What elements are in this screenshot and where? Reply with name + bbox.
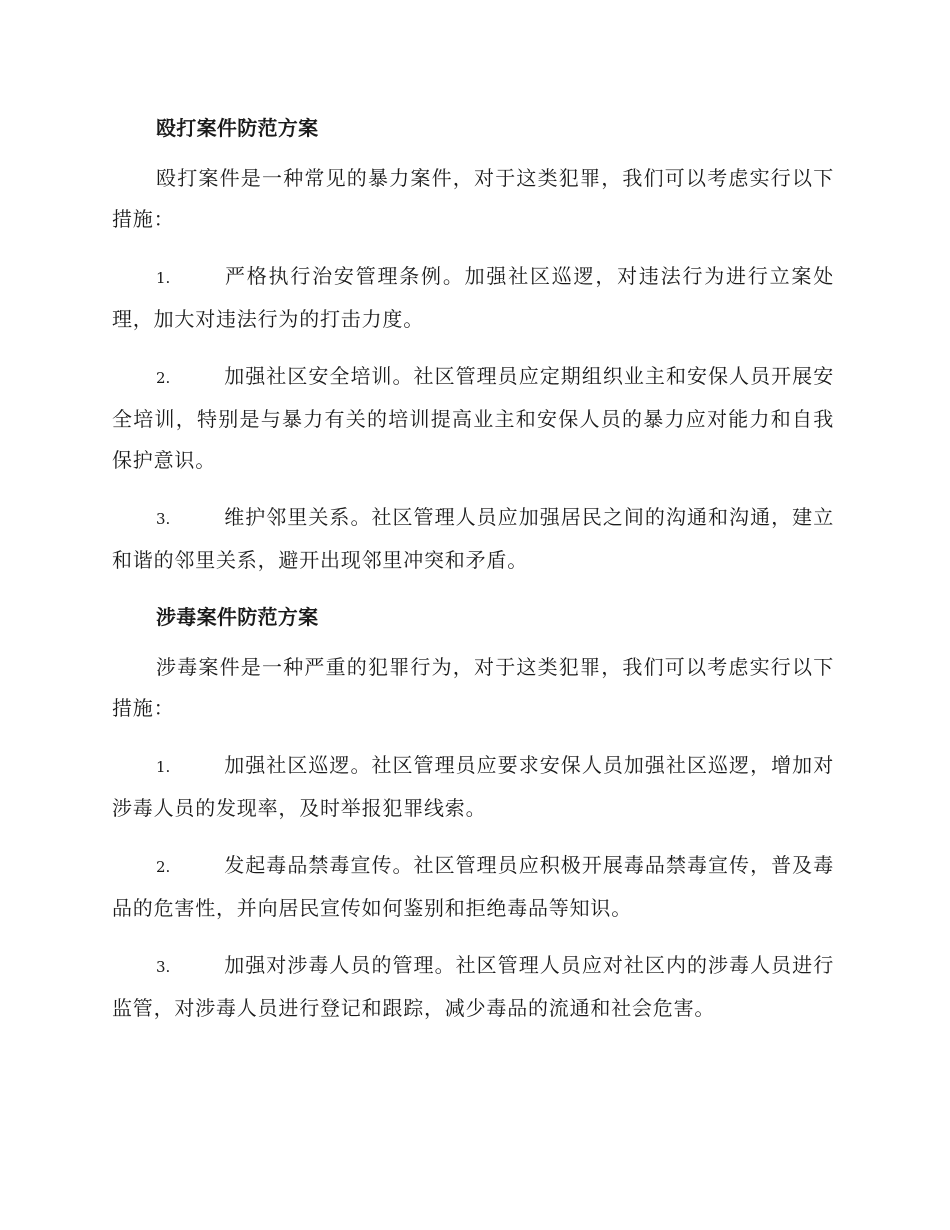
- list-item: [112, 497, 834, 581]
- list-item: [112, 845, 834, 929]
- list-item-number: 3.: [156, 958, 171, 976]
- list-item: [112, 356, 834, 481]
- list-item-number: 2.: [156, 369, 171, 387]
- list-item-text: 加强社区安全培训。社区管理员应定期组织业主和安保人员开展安全培训，特别是与暴力有关的培训提高业主和安保人员的暴力应对能力和自我保护意识。: [112, 364, 834, 472]
- list-item-number: 1.: [156, 758, 171, 776]
- section-intro: 殴打案件是一种常见的暴力案件，对于这类犯罪，我们可以考虑实行以下措施：: [112, 166, 834, 231]
- section-title: 涉毒案件防范方案: [156, 605, 319, 629]
- list-item: [112, 256, 834, 340]
- section-title: 殴打案件防范方案: [156, 116, 319, 140]
- list-item: [112, 945, 834, 1029]
- list-item-number: 1.: [156, 269, 171, 287]
- list-item-number: 2.: [156, 858, 171, 876]
- list-item: [112, 745, 834, 829]
- section-intro: 涉毒案件是一种严重的犯罪行为，对于这类犯罪，我们可以考虑实行以下措施：: [112, 655, 834, 720]
- list-item-text: 维护邻里关系。社区管理人员应加强居民之间的沟通和沟通，建立和谐的邻里关系，避开出现邻里冲突和矛盾。: [112, 505, 834, 572]
- document-body: [112, 108, 834, 1029]
- list-item-text: 加强对涉毒人员的管理。社区管理人员应对社区内的涉毒人员进行监管，对涉毒人员进行登记和跟踪，减少毒品的流通和社会危害。: [112, 953, 834, 1020]
- list-item-text: 发起毒品禁毒宣传。社区管理员应积极开展毒品禁毒宣传，普及毒品的危害性，并向居民宣传如何鉴别和拒绝毒品等知识。: [112, 853, 834, 920]
- list-item-text: 加强社区巡逻。社区管理员应要求安保人员加强社区巡逻，增加对涉毒人员的发现率，及时举报犯罪线索。: [112, 753, 834, 820]
- list-item-number: 3.: [156, 510, 171, 528]
- list-item-text: 严格执行治安管理条例。加强社区巡逻，对违法行为进行立案处理，加大对违法行为的打击力度。: [112, 264, 834, 331]
